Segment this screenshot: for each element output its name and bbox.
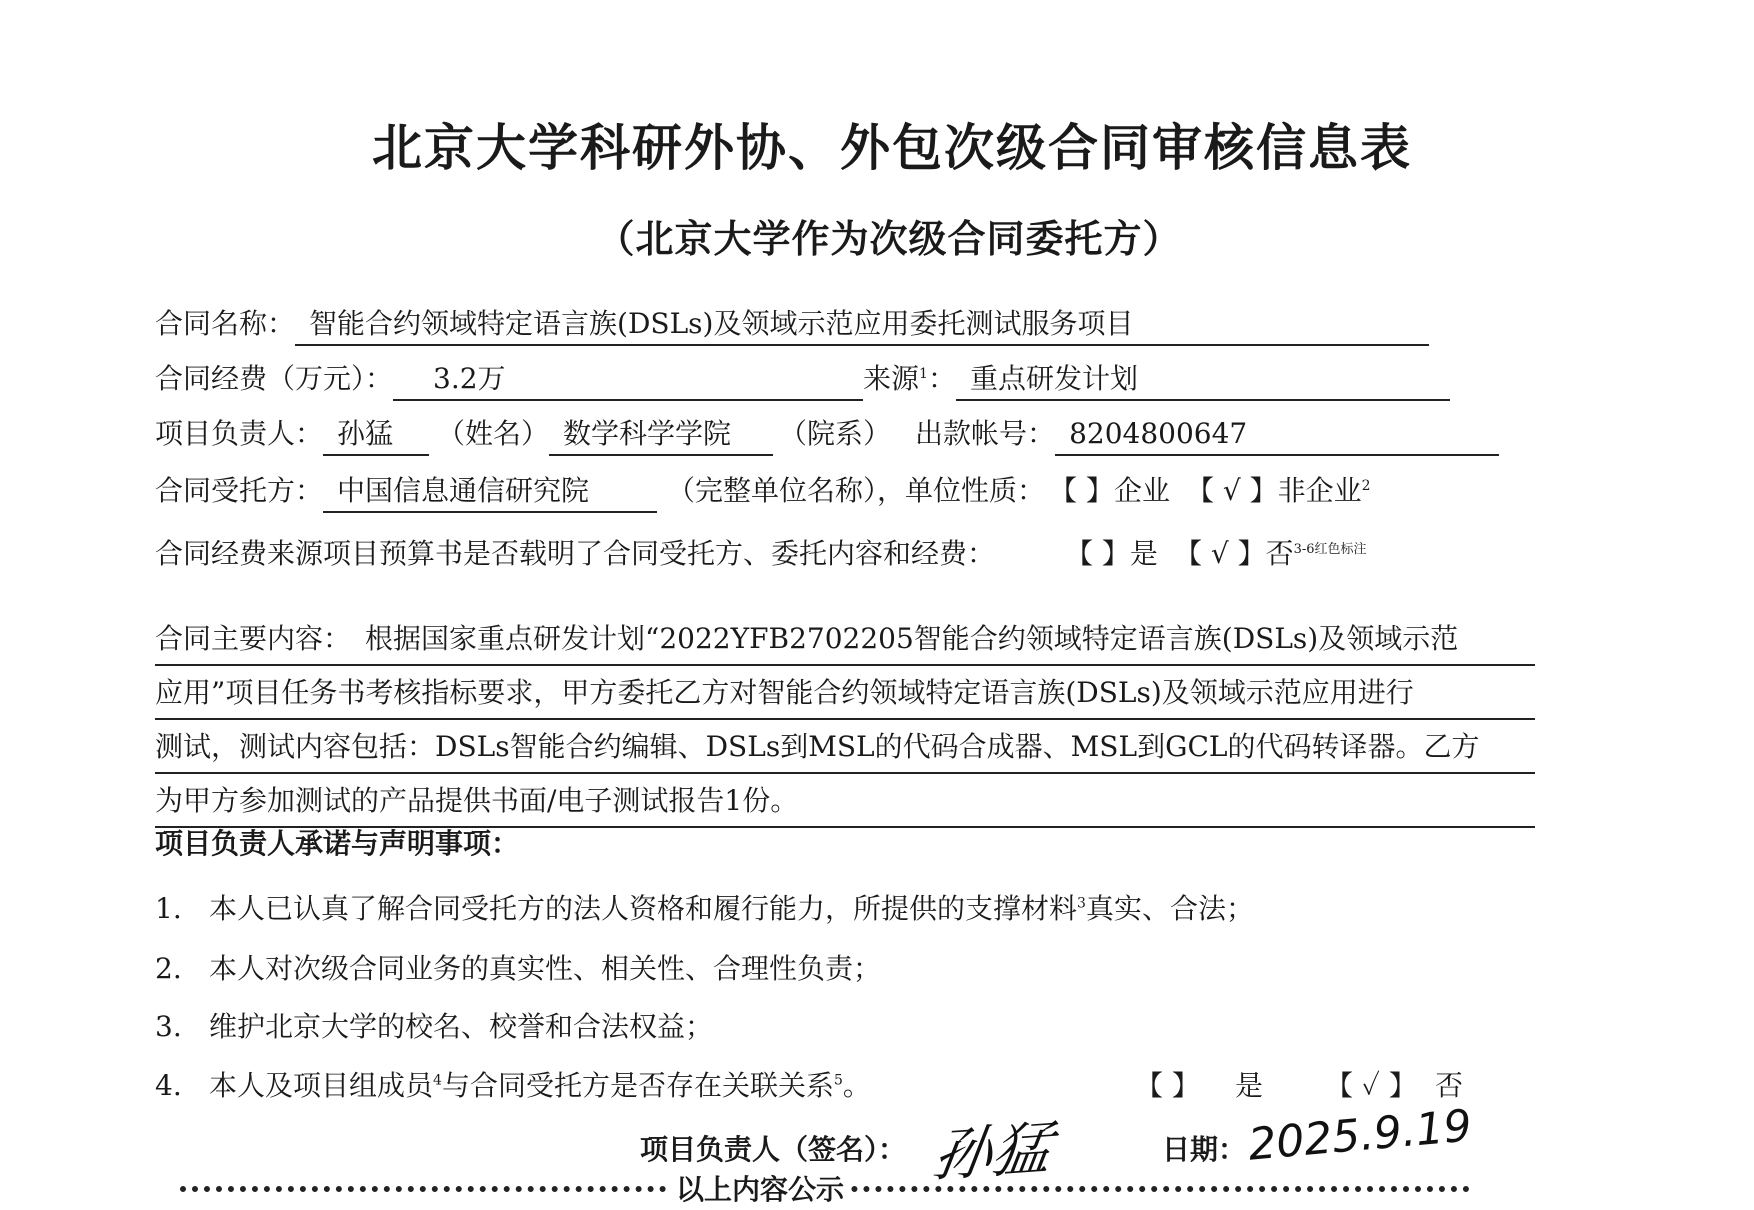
main-content-line[interactable]: 测试，测试内容包括：DSLs智能合约编辑、DSLs到MSL的代码合成器、MSL到GCL的代码转译器。乙方	[155, 720, 1535, 774]
date-label: 日期：	[1162, 1133, 1247, 1166]
enterprise-checkbox[interactable]: 【 】	[1049, 474, 1114, 507]
contract-name-field[interactable]: 智能合约领域特定语言族(DSLs)及领域示范应用委托测试服务项目	[295, 304, 1429, 346]
leader-label: 项目负责人：	[155, 417, 324, 450]
entrustee-hint: （完整单位名称），单位性质：	[667, 474, 1046, 507]
entrustee-field[interactable]: 中国信息通信研究院	[323, 471, 657, 513]
relation-yes-checkbox[interactable]: 【 】	[1135, 1069, 1200, 1102]
page-subtitle: （北京大学作为次级合同委托方）	[596, 217, 1182, 261]
public-notice-label: 以上内容公示	[670, 1170, 850, 1210]
relation-no-checkbox[interactable]: 【 ✓ 】	[1325, 1069, 1417, 1102]
funding-label: 合同经费（万元）：	[155, 362, 394, 395]
commitment-number: 4.	[155, 1069, 182, 1102]
contract-name-label: 合同名称：	[155, 307, 296, 340]
main-content-text: 根据国家重点研发计划“2022YFB2702205智能合约领域特定语言族(DSLs)及领域示范	[365, 622, 1459, 655]
relation-no-label: 否	[1435, 1069, 1464, 1102]
date-handwriting: 2025.9.19	[1246, 1100, 1474, 1171]
leader-name-hint: （姓名）	[437, 417, 550, 450]
budget-no-label: 否	[1265, 537, 1294, 570]
commitments-heading: 项目负责人承诺与声明事项：	[155, 827, 520, 860]
commitment-footnote: 5	[833, 1072, 843, 1089]
non-enterprise-checkbox[interactable]: 【 √ 】	[1185, 474, 1278, 507]
account-field[interactable]: 8204800647	[1055, 414, 1499, 456]
funding-row: 合同经费（万元）： 3.2万 来源1： 重点研发计划	[155, 355, 1535, 403]
date-handwriting-field[interactable]	[1246, 1100, 1474, 1171]
budget-label: 合同经费来源项目预算书是否载明了合同受托方、委托内容和经费：	[155, 537, 996, 570]
signature-label: 项目负责人（签名）：	[640, 1133, 907, 1166]
signature-row	[640, 1128, 906, 1168]
page-title: 北京大学科研外协、外包次级合同审核信息表	[372, 119, 1412, 177]
signature-handwriting: 孙猛	[928, 1114, 1056, 1190]
relation-yes-label: 是	[1235, 1069, 1264, 1102]
leader-dept-hint: （院系）	[779, 417, 892, 450]
signature-name[interactable]	[928, 1105, 1056, 1190]
source-field[interactable]: 重点研发计划	[956, 359, 1450, 401]
commitment-number: 1.	[155, 892, 182, 925]
commitment-text: 本人对次级合同业务的真实性、相关性、合理性负责；	[209, 952, 882, 985]
commitment-text: 。	[842, 1069, 871, 1102]
commitment-item	[155, 945, 1535, 993]
main-content-line[interactable]	[155, 612, 1535, 666]
commitment-text: 真实、合法；	[1085, 892, 1254, 925]
contract-name-row	[155, 300, 1535, 348]
source-label: 来源	[863, 362, 920, 395]
commitment-number: 3.	[155, 1010, 182, 1043]
entrustee-row: 合同受托方： 中国信息通信研究院 （完整单位名称），单位性质： 【 】企业 【 √ 】非企业2	[155, 467, 1535, 515]
leader-row	[155, 410, 1535, 458]
budget-no-checkbox[interactable]: 【 √ 】	[1173, 537, 1266, 570]
commitment-footnote: 4	[433, 1072, 442, 1089]
date-row	[1162, 1128, 1246, 1168]
commitment-text: 本人及项目组成员	[209, 1069, 434, 1102]
commitment-text: 与合同受托方是否存在关联关系	[441, 1069, 834, 1102]
commitment-item	[155, 1062, 1535, 1110]
leader-dept-field[interactable]: 数学科学学院	[549, 414, 773, 456]
commitment-number: 2.	[155, 952, 182, 985]
commitment-item	[155, 885, 1535, 933]
source-colon: ：	[927, 362, 956, 395]
commitment-item	[155, 1003, 1535, 1051]
commitment-footnote: 3	[1077, 895, 1086, 912]
main-content-label: 合同主要内容：	[155, 622, 352, 655]
budget-yes-label: 是	[1129, 537, 1158, 570]
enterprise-label: 企业	[1113, 474, 1170, 507]
main-content-block	[155, 612, 1535, 828]
commitment-text: 本人已认真了解合同受托方的法人资格和履行能力，所提供的支撑材料	[209, 892, 1078, 925]
non-enterprise-label: 非企业	[1277, 474, 1362, 507]
main-content-line[interactable]: 为甲方参加测试的产品提供书面/电子测试报告1份。	[155, 774, 1535, 828]
commitment-text: 维护北京大学的校名、校誉和合法权益；	[209, 1010, 714, 1043]
budget-yes-checkbox[interactable]: 【 】	[1065, 537, 1130, 570]
funding-field[interactable]: 3.2万	[393, 359, 863, 401]
budget-row: 合同经费来源项目预算书是否载明了合同受托方、委托内容和经费： 【 】是 【 √ 】否3-6红色标注	[155, 530, 1535, 578]
account-label: 出款帐号：	[915, 417, 1056, 450]
entrustee-label: 合同受托方：	[155, 474, 324, 507]
leader-name-field[interactable]: 孙猛	[323, 414, 429, 456]
main-content-line[interactable]: 应用”项目任务书考核指标要求，甲方委托乙方对智能合约领域特定语言族(DSLs)及领域示范应用进行	[155, 666, 1535, 720]
